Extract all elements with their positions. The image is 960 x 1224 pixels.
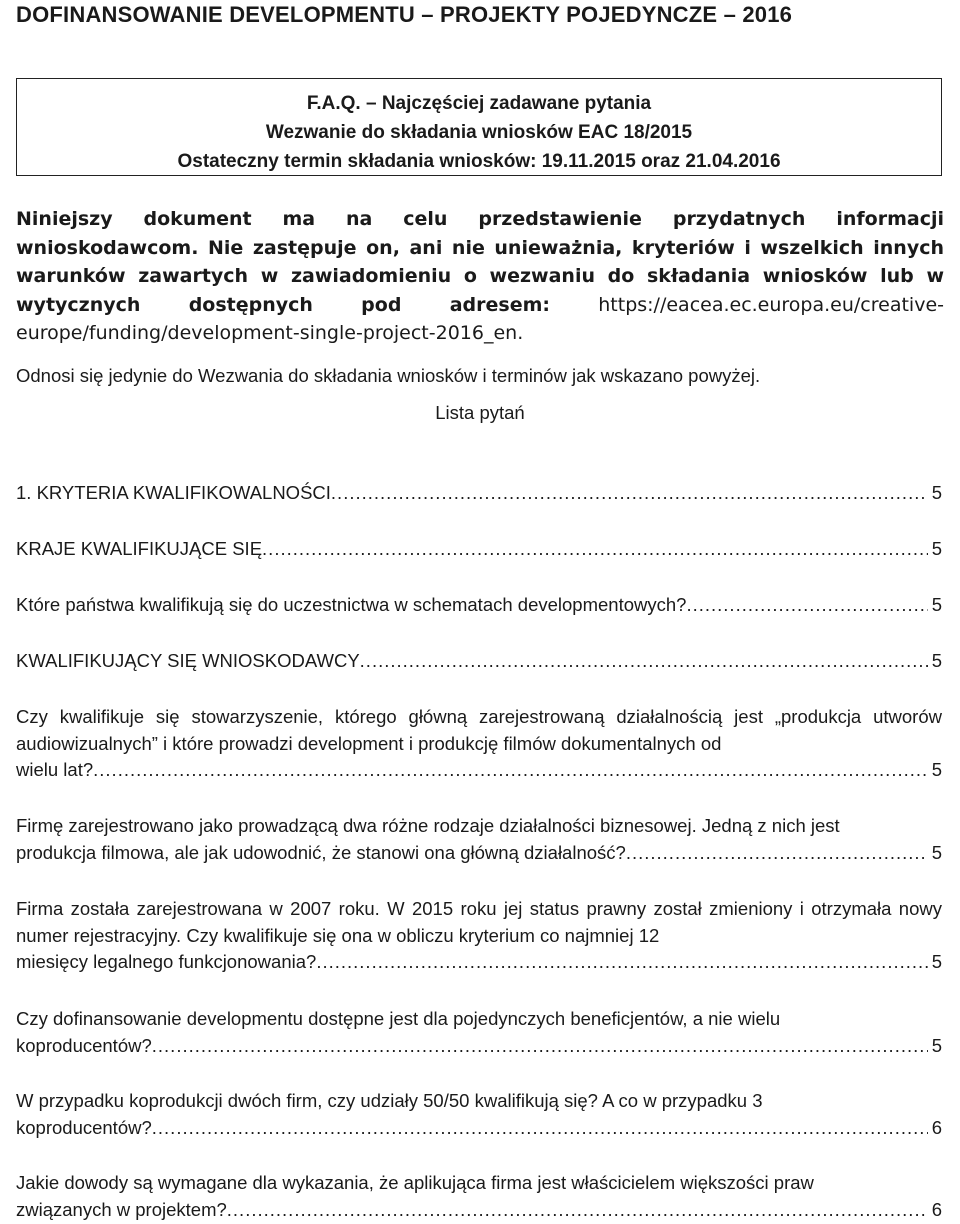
- toc-page-number: 6: [931, 1198, 942, 1220]
- toc-entry[interactable]: [16, 648, 942, 675]
- toc-page-number: 5: [931, 594, 942, 615]
- toc-entry-text: koproducentów?: [16, 1116, 152, 1138]
- toc-leader: [331, 480, 928, 507]
- toc-page-number: 5: [931, 951, 942, 972]
- toc-entry-body: Czy kwalifikuje się stowarzyszenie, którego główną zarejestrowaną działalnością jest „produkcja utworów audiowizualnych” i które prowadzi development i produkcję filmów dokumentalnych od: [16, 706, 942, 754]
- deadline-line: Ostateczny termin składania wniosków: 19.11.2015 oraz 21.04.2016: [177, 151, 781, 172]
- toc-entry[interactable]: [16, 896, 942, 976]
- call-reference: Wezwanie do składania wniosków EAC 18/2015: [265, 122, 693, 143]
- toc-entry[interactable]: [16, 813, 942, 866]
- toc-entry-body: W przypadku koprodukcji dwóch firm, czy udziały 50/50 kwalifikują się? A co w przypadku 3: [16, 1090, 763, 1111]
- document-title: DOFINANSOWANIE DEVELOPMENTU – PROJEKTY POJEDYNCZE – 2016: [16, 2, 793, 27]
- toc-leader: [152, 1033, 928, 1060]
- scope-note: Odnosi się jedynie do Wezwania do składania wniosków i terminów jak wskazano powyżej.: [16, 365, 761, 386]
- toc-page-number: 5: [931, 538, 942, 559]
- toc-leader: [262, 536, 928, 563]
- toc-entry-text: KWALIFIKUJĄCY SIĘ WNIOSKODAWCY: [16, 650, 360, 671]
- toc-leader: [316, 949, 927, 976]
- toc-heading: Lista pytań: [435, 402, 525, 423]
- toc-leader: [93, 757, 928, 784]
- toc-entry[interactable]: [16, 536, 942, 563]
- toc-page-number: 5: [931, 759, 942, 780]
- toc-entry[interactable]: [16, 480, 942, 507]
- toc-leader: [227, 1197, 928, 1224]
- toc-entry-text: koproducentów?: [16, 1034, 152, 1056]
- toc-entry-text: produkcja filmowa, ale jak udowodnić, że stanowi ona główną działalność?: [16, 841, 626, 863]
- guidelines-link[interactable]: https://eacea.ec.europa.eu/creative-europe/funding/development-single-project-2016_en.: [16, 293, 944, 344]
- toc-entry-text: KRAJE KWALIFIKUJĄCE SIĘ: [16, 538, 263, 559]
- toc-leader: [626, 840, 928, 867]
- toc-entry[interactable]: [16, 1170, 942, 1223]
- intro-text: Niniejszy dokument ma na celu przedstawienie przydatnych informacji wnioskodawcom. Nie zastępuje on, ani nie unieważnia, kryteriów i wszelkich innych warunków zawartych w zawiadomieniu o wezwaniu do składania wniosków lub w wytycznych dostępnych pod adresem:: [16, 208, 944, 316]
- toc-page-number: 5: [931, 650, 942, 671]
- toc-leader: [686, 592, 927, 619]
- toc-leader: [152, 1115, 928, 1142]
- toc-entry-text: miesięcy legalnego funkcjonowania?: [16, 951, 317, 972]
- toc-page-number: 5: [931, 1034, 942, 1056]
- toc-page-number: 5: [931, 841, 942, 863]
- faq-heading: F.A.Q. – Najczęściej zadawane pytania: [306, 93, 652, 114]
- toc-leader: [360, 648, 928, 675]
- toc-entry-text: 1. KRYTERIA KWALIFIKOWALNOŚCI: [16, 482, 331, 503]
- intro-paragraph: [16, 205, 944, 348]
- toc-entry-text: wielu lat?: [16, 759, 94, 780]
- toc-entry[interactable]: [16, 1006, 942, 1059]
- toc-page-number: 5: [931, 482, 942, 503]
- toc-entry[interactable]: [16, 592, 942, 619]
- toc-entry[interactable]: [16, 704, 942, 784]
- toc-entry-text: Które państwa kwalifikują się do uczestnictwa w schematach developmentowych?: [16, 594, 687, 615]
- header-box: [16, 78, 942, 176]
- toc-entry[interactable]: [16, 1088, 942, 1141]
- toc-entry-body: Firmę zarejestrowano jako prowadzącą dwa różne rodzaje działalności biznesowej. Jedną z nich jest: [16, 815, 840, 836]
- toc-entry-text: związanych w projektem?: [16, 1198, 227, 1220]
- toc-entry-body: Jakie dowody są wymagane dla wykazania, że aplikująca firma jest właścicielem większości praw: [16, 1172, 814, 1193]
- toc-page-number: 6: [931, 1116, 942, 1138]
- toc-entry-body: Czy dofinansowanie developmentu dostępne jest dla pojedynczych beneficjentów, a nie wielu: [16, 1008, 781, 1029]
- toc-entry-body: Firma została zarejestrowana w 2007 roku. W 2015 roku jej status prawny został zmieniony i otrzymała nowy numer rejestracyjny. Czy kwalifikuje się ona w obliczu kryterium co najmniej 12: [16, 898, 942, 946]
